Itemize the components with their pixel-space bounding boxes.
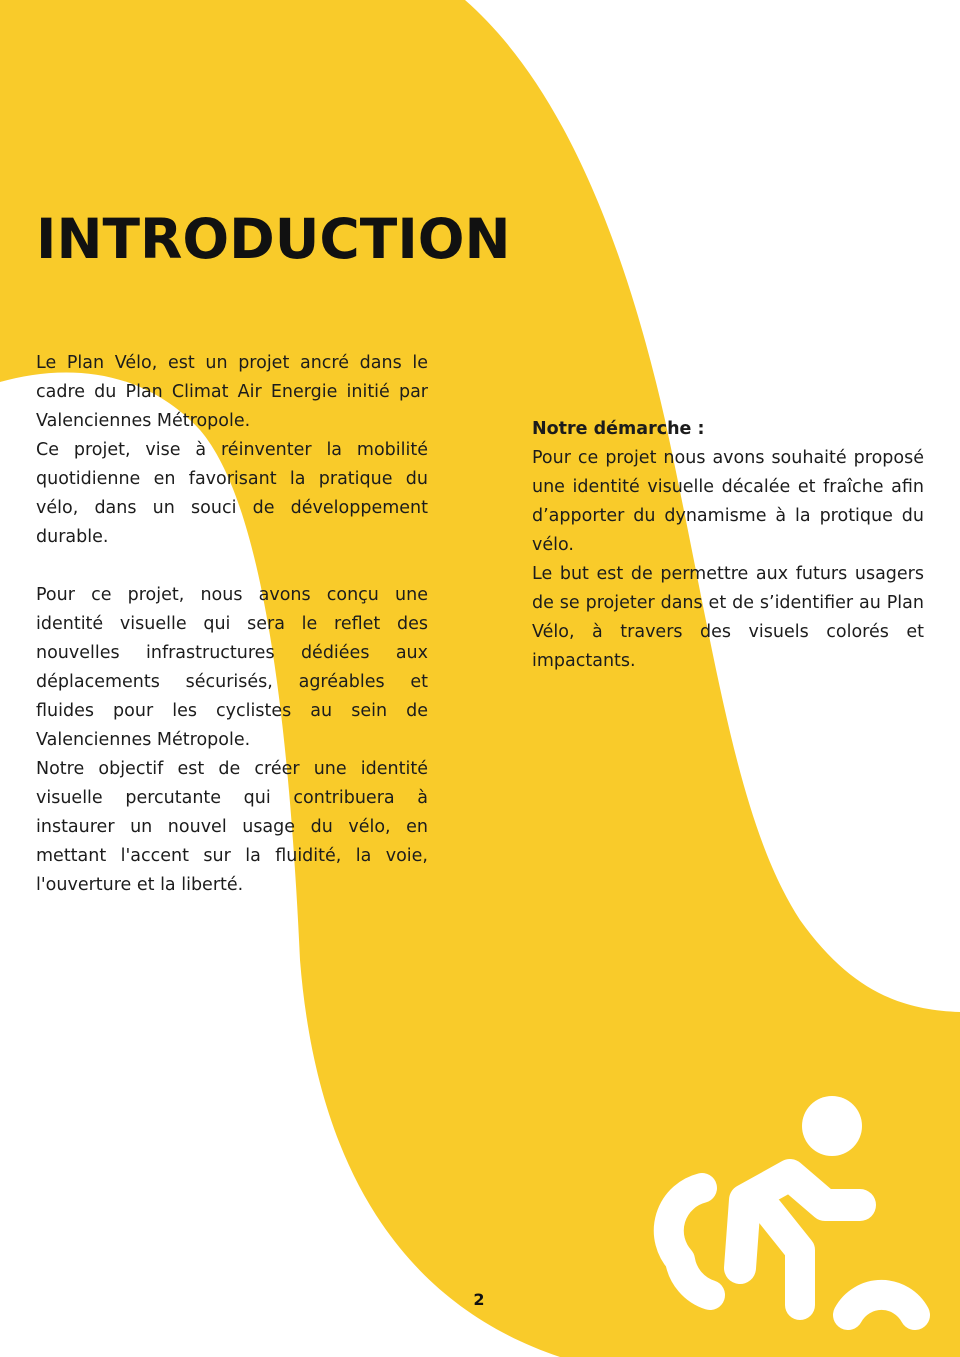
approach-right-column [532,415,924,676]
approach-paragraph: Pour ce projet nous avons souhaité proposé une identité visuelle décalée et fraîche afin d’apporter du dynamisme à la protique du vélo. [532,448,924,555]
intro-paragraph: Pour ce projet, nous avons conçu une identité visuelle qui sera le reflet des nouvelles infrastructures dédiées aux déplacements sécurisés, agréables et fluides pour les cyclistes au sein de Valenciennes Métropole. [36,585,428,750]
intro-paragraph: Ce projet, vise à réinventer la mobilité quotidienne en favorisant la pratique du vélo, dans un souci de développement durable. [36,440,428,547]
intro-left-column [36,349,428,900]
approach-paragraph: Le but est de permettre aux futurs usagers de se projeter dans et de s’identifier au Plan Vélo, à travers des visuels colorés et impactants. [532,564,924,671]
page-number: 2 [473,1290,485,1309]
paragraph-spacer [36,552,428,581]
cyclist-icon [650,1090,930,1330]
intro-paragraph: Le Plan Vélo, est un projet ancré dans le cadre du Plan Climat Air Energie initié par Valenciennes Métropole. [36,353,428,431]
approach-heading: Notre démarche : [532,419,705,439]
page-title: INTRODUCTION [36,207,511,271]
intro-paragraph: Notre objectif est de créer une identité visuelle percutante qui contribuera à instaurer un nouvel usage du vélo, en mettant l'accent sur la fluidité, la voie, l'ouverture et la liberté. [36,759,428,895]
